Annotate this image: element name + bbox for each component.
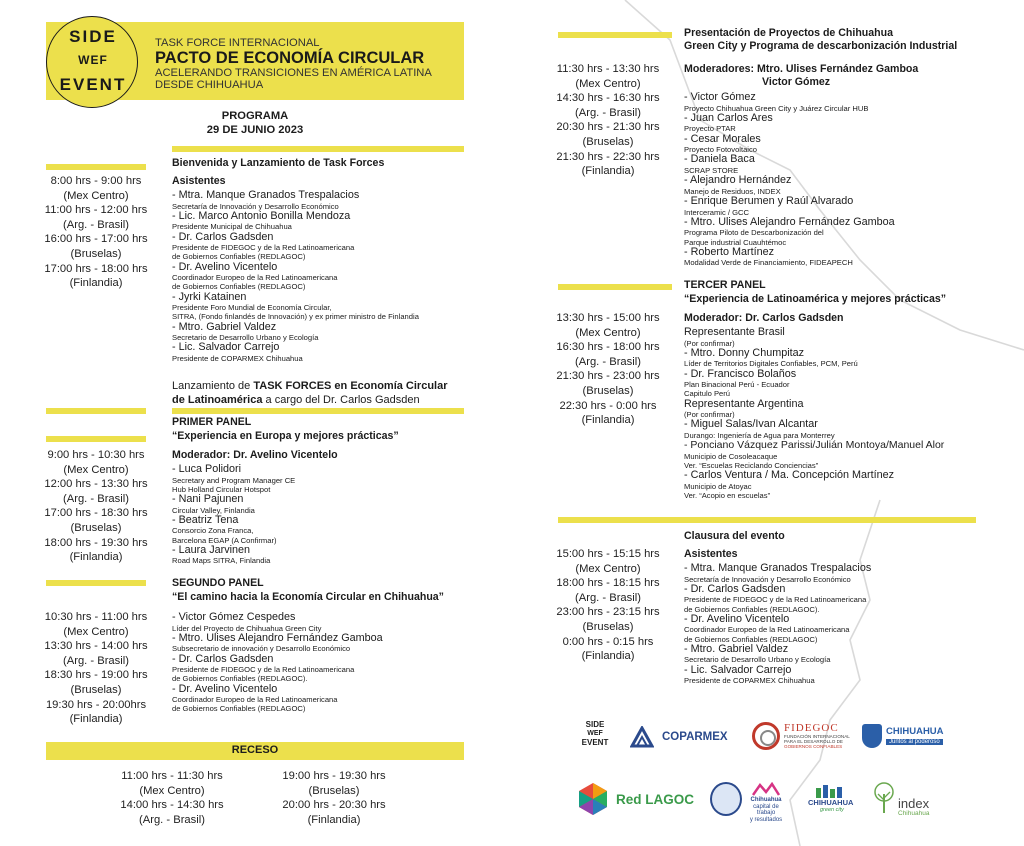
capital-logo: Chihuahua capital de trabajo y resultados [749, 797, 783, 823]
break-title: RECESO [231, 744, 279, 756]
index-tree-icon [872, 782, 896, 814]
time-column: 11:30 hrs - 13:30 hrs (Mex Centro) 14:30 hrs - 16:30 hrs (Arg. - Brasil) 20:30 hrs - 21:30 hrs (Bruselas) 21:30 hrs - 22:30 hrs (Finlandia) [556, 63, 660, 178]
fidegoc-icon [752, 722, 780, 750]
side-event-small-logo: SIDE WEF EVENT [581, 720, 609, 747]
moderators: Moderadores: Mtro. Ulises Fernández Gamboa [684, 63, 919, 75]
green-city-icon [814, 784, 844, 798]
time-column: 10:30 hrs - 11:00 hrs (Mex Centro) 13:30 hrs - 14:00 hrs (Arg. - Brasil) 18:30 hrs - 19:00 hrs (Bruselas) 19:30 hrs - 20:00hrs (Finlandia) [44, 611, 148, 726]
section-divider [172, 146, 464, 152]
participants-list: - Luca Polidori Secretary and Program Manager CE Hub Holland Circular Hotspot - Nani Pajunen Circular Valley, Finlandia - Beatriz Tena Consorcio Zona Franca, Barcelona EGAP (A Confirmar) - Laura Jarvinen Road Maps SITRA, Finlandia [172, 463, 296, 566]
section-divider [558, 517, 976, 523]
section-title-line-2: Green City y Programa de descarbonización Industrial [684, 40, 958, 52]
section-subtitle: Asistentes [172, 175, 226, 187]
fidegoc-tagline: FUNDACIÓN INTERNACIONAL PARA EL DESARROLLO DE GOBIERNOS CONFIABLES [784, 734, 850, 750]
time-column: 13:30 hrs - 15:00 hrs (Mex Centro) 16:30 hrs - 18:00 hrs (Arg. - Brasil) 21:30 hrs - 23:00 hrs (Bruselas) 22:30 hrs - 0:00 hrs (Finlandia) [556, 312, 660, 427]
time-divider [46, 164, 146, 170]
logo-line-3: EVENT [59, 75, 127, 94]
section-subtitle: “Experiencia en Europa y mejores prácticas” [172, 430, 399, 442]
launch-note: Lanzamiento de TASK FORCES en Economía Circular de Latinoamérica a cargo del Dr. Carlos Gadsden [172, 380, 448, 406]
time-column: 8:00 hrs - 9:00 hrs (Mex Centro) 11:00 hrs - 12:00 hrs (Arg. - Brasil) 16:00 hrs - 17:00 hrs (Bruselas) 17:00 hrs - 18:00 hrs (Finlandia) [44, 175, 148, 290]
section-title: Clausura del evento [684, 530, 785, 542]
coparmex-icon [630, 726, 654, 748]
logo-line-1: SIDE [69, 27, 117, 46]
time-column: 15:00 hrs - 15:15 hrs (Mex Centro) 18:00 hrs - 18:15 hrs (Arg. - Brasil) 23:00 hrs - 23:15 hrs (Bruselas) 0:00 hrs - 0:15 hrs (Finlandia) [556, 548, 660, 663]
header-line-1: TASK FORCE INTERNACIONAL [155, 37, 320, 49]
chihuahua-government-tagline: Juntos al poderoso [886, 739, 943, 745]
section-title: TERCER PANEL [684, 279, 766, 291]
section-title: Bienvenida y Lanzamiento de Task Forces [172, 157, 385, 169]
moderator: Moderador: Dr. Avelino Vicentelo [172, 449, 338, 461]
section-divider [46, 580, 146, 586]
index-logo: index [898, 796, 930, 811]
moderator: Moderador: Dr. Carlos Gadsden [684, 312, 844, 324]
municipal-seal-icon [710, 782, 742, 816]
time-column: 9:00 hrs - 10:30 hrs (Mex Centro) 12:00 hrs - 13:30 hrs (Arg. - Brasil) 17:00 hrs - 18:30 hrs (Bruselas) 18:00 hrs - 19:30 hrs (Finlandia) [44, 449, 148, 564]
green-city-logo: CHIHUAHUA [808, 798, 854, 807]
side-event-logo [46, 16, 138, 108]
program-date: 29 DE JUNIO 2023 [206, 124, 304, 136]
participants-list: - Victor Gómez Proyecto Chihuahua Green City y Juárez Circular HUB - Juan Carlos Ares Proyecto PTAR - Cesar Morales Proyecto Fotovoltaico - Daniela Baca SCRAP STORE - Alejandro Hernández Manejo de Residuos, INDEX - Enrique Berumen y Raúl Alvarado Interceramic / GCC - Mtro. Ulises Alejandro Fernández Gamboa Programa Piloto de Descarbonización del Parque industrial Cuauhtémoc - Roberto Martínez Modalidad Verde de Financiamiento, FIDEAPECH [684, 91, 895, 268]
program-title: PROGRAMA [221, 110, 289, 122]
time-divider [558, 32, 672, 38]
section-title: PRIMER PANEL [172, 416, 252, 428]
moderators-line-2: Victor Gómez [762, 76, 831, 88]
participants-list: - Mtra. Manque Granados Trespalacios Secretaría de Innovación y Desarrollo Económico - Lic. Marco Antonio Bonilla Mendoza Presidente Municipal de Chihuahua - Dr. Carlos Gadsden Presidente de FIDEGOC y de la Red Latinoamericana de Gobiernos Confiables (REDLAGOC) - Dr. Avelino Vicentelo Coordinador Europeo de la Red Latinoamericana de Gobiernos Confiables (REDLAGOC) - Jyrki Katainen Presidente Foro Mundial de Economía Circular, SITRA, (Fondo finlandés de Innovación) y ex primer ministro de Finlandia - Mtro. Gabriel Valdez Secretario de Desarrollo Urbano y Ecología - Lic. Salvador Carrejo Presidente de COPARMEX Chihuahua [172, 189, 419, 363]
section-divider [46, 408, 146, 414]
header-line-4: DESDE CHIHUAHUA [155, 79, 264, 91]
participants-list: - Victor Gómez Cespedes Líder del Proyecto de Chihuahua Green City - Mtro. Ulises Alejandro Fernández Gamboa Subsecretario de innovación y Desarrollo Económico - Dr. Carlos Gadsden Presidente de FIDEGOC y de la Red Latinoamericana de Gobiernos Confiables (REDLAGOC). - Dr. Avelino Vicentelo Coordinador Europeo de la Red Latinoamericana de Gobiernos Confiables (REDLAGOC) [172, 611, 383, 714]
chihuahua-government-shield-icon [862, 724, 882, 748]
header-line-3: ACELERANDO TRANSICIONES EN AMÉRICA LATINA [155, 67, 432, 79]
participants-list: Representante Brasil (Por confirmar) - Mtro. Donny Chumpitaz Líder de Territorios Digitales Confiables, PCM, Perú - Dr. Francisco Bolaños Plan Binacional Perú - Ecuador Capitulo Perú Representante Argentina (Por confirmar) - Miguel Salas/Ivan Alcantar Durango: Ingeniería de Agua para Monterrey - Ponciano Vázquez Parissi/Julián Montoya/Manuel Alor Municipio de Cosoleacaque Ver. “Escuelas Reciclando Conciencias” - Carlos Ventura / Ma. Concepción Martínez Municipio de Atoyac Ver. “Acopio en escuelas” [684, 326, 945, 500]
chihuahua-government-logo: CHIHUAHUA [886, 726, 944, 737]
participants-list: - Mtra. Manque Granados Trespalacios Secretaría de Innovación y Desarrollo Económico - Dr. Carlos Gadsden Presidente de FIDEGOC y de la Red Latinoamericana de Gobiernos Confiables (REDLAGOC). - Dr. Avelino Vicentelo Coordinador Europeo de la Red Latinoamericana de Gobiernos Confiables (REDLAGOC) - Mtro. Gabriel Valdez Secretario de Desarrollo Urbano y Ecología - Lic. Salvador Carrejo Presidente de COPARMEX Chihuahua [684, 562, 872, 686]
fidegoc-logo: FIDEGOC [784, 722, 839, 734]
section-divider [172, 408, 464, 414]
header-line-2: PACTO DE ECONOMÍA CIRCULAR [155, 49, 425, 67]
time-divider [46, 436, 146, 442]
section-subtitle: “Experiencia de Latinoamérica y mejores prácticas” [684, 293, 947, 305]
logo-line-2: WEF [78, 53, 108, 67]
redlagoc-icon [576, 782, 610, 816]
section-title: SEGUNDO PANEL [172, 577, 264, 589]
capital-logo-icon [752, 782, 780, 796]
break-times-left: 11:00 hrs - 11:30 hrs (Mex Centro) 14:00 hrs - 14:30 hrs (Arg. - Brasil) [120, 770, 224, 826]
green-city-tagline: green city [820, 807, 844, 813]
redlagoc-logo: Red LAGOC [616, 792, 695, 807]
coparmex-logo: COPARMEX [662, 731, 728, 743]
section-subtitle: Asistentes [684, 548, 738, 560]
index-tagline: Chihuahua [898, 810, 930, 817]
section-subtitle: “El camino hacia la Economía Circular en Chihuahua” [172, 591, 444, 603]
section-title: Presentación de Proyectos de Chihuahua [684, 27, 893, 39]
break-times-right: 19:00 hrs - 19:30 hrs (Bruselas) 20:00 hrs - 20:30 hrs (Finlandia) [282, 770, 386, 826]
section-divider [558, 284, 672, 290]
